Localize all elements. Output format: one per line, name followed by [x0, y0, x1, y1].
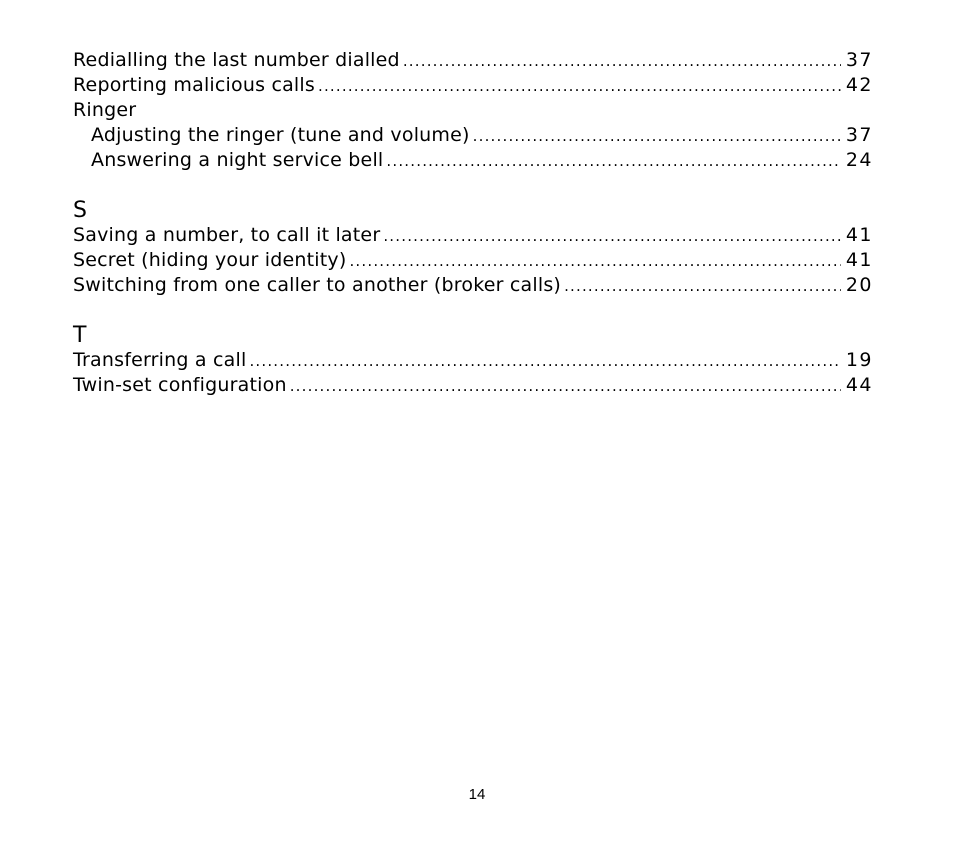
dot-leader [318, 74, 841, 99]
dot-leader [564, 274, 841, 299]
dot-leader [403, 49, 841, 74]
entry-label: Transferring a call [73, 349, 247, 371]
entry-label: Ringer [73, 99, 137, 121]
index-entry [73, 373, 873, 398]
entry-label: Answering a night service bell [91, 149, 384, 171]
section-letter-s: S [73, 198, 87, 223]
index-entry [73, 273, 873, 298]
dot-leader [383, 224, 841, 249]
index-heading-entry [73, 98, 873, 123]
entry-label: Twin-set configuration [73, 374, 287, 396]
dot-leader [290, 374, 841, 399]
entry-page: 41 [845, 249, 873, 271]
entry-label: Switching from one caller to another (broker calls) [73, 274, 562, 296]
dot-leader [473, 124, 841, 149]
index-subentry [73, 123, 873, 148]
entry-label: Adjusting the ringer (tune and volume) [91, 124, 470, 146]
index-entry [73, 73, 873, 98]
entry-page: 19 [845, 349, 873, 371]
entry-page: 24 [845, 149, 873, 171]
dot-leader [349, 249, 841, 274]
entry-page: 37 [845, 124, 873, 146]
index-entry [73, 248, 873, 273]
page-number: 14 [468, 786, 486, 803]
index-entry [73, 48, 873, 73]
entry-label: Secret (hiding your identity) [73, 249, 347, 271]
entry-page: 44 [845, 374, 873, 396]
dot-leader [386, 149, 841, 174]
entry-page: 20 [845, 274, 873, 296]
entry-page: 37 [845, 49, 873, 71]
index-entry [73, 348, 873, 373]
entry-page: 42 [845, 74, 873, 96]
entry-label: Reporting malicious calls [73, 74, 315, 96]
index-subentry [73, 148, 873, 173]
entry-label: Saving a number, to call it later [73, 224, 381, 246]
section-letter-t: T [73, 323, 87, 348]
index-list [73, 48, 873, 398]
dot-leader [249, 349, 841, 374]
index-entry [73, 223, 873, 248]
entry-page: 41 [845, 224, 873, 246]
entry-label: Redialling the last number dialled [73, 49, 400, 71]
